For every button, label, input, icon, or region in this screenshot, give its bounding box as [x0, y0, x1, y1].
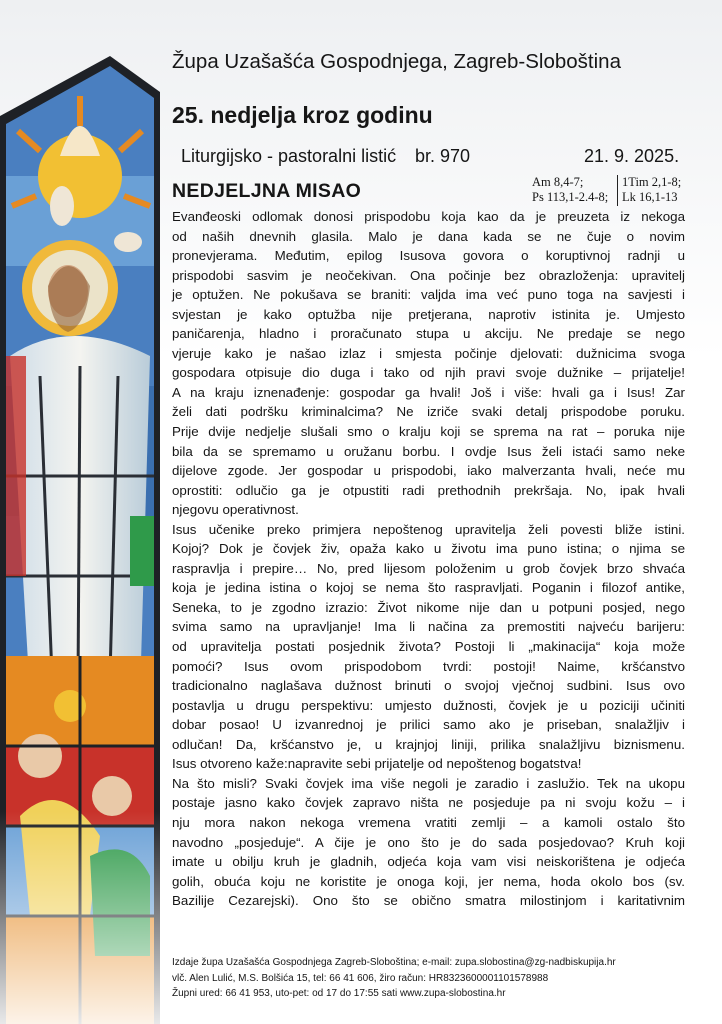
- article-line: Prije dvije nedjelje slušali smo o kralju koji se sprema na rat – poruka nije: [172, 424, 685, 440]
- article-line: Kojoj? Dok je čovjek živ, opaža kako u životu ima puno istina; o njima se: [172, 541, 685, 557]
- article-line: Evanđeoski odlomak donosi prispodobu koja kao da je preuzeta iz nekoga: [172, 209, 685, 224]
- article-line: želi dati podršku kriminalcima? Ne izriče svaki detalj prispodobe poruku.: [172, 404, 685, 420]
- reading-second: 1Tim 2,1-8;: [622, 175, 682, 189]
- footer-contact: vlč. Alen Lulić, M.S. Bolšića 15, tel: 66 41 606, žiro račun: HR8323600001101578988: [172, 972, 549, 984]
- parish-name: Župa Uzašašća Gospodnjega, Zagreb-Sloboština: [172, 50, 621, 73]
- reading-gospel: Lk 16,1-13: [622, 190, 678, 204]
- article-line: gospodara otpisuje dio duga i tako od njih pravi svoje dužnike – prijatelje!: [172, 365, 685, 381]
- article-line: Bazilije Cezarejski). Ono što se obično smatra milostinjom i karitativnim: [172, 893, 685, 909]
- article-line: svjestan je kako optužba nije pretjerana, naprotiv istinita je. Umjesto: [172, 306, 685, 322]
- article-line: nju mora nakon nekoga vremena vratiti zemlji – a kamoli ostalo što: [172, 814, 685, 830]
- article-line: imate u obilju kruh je gladnih, odjeća koja vam visi neiskorištena je odjeća: [172, 854, 685, 870]
- article-line: prispodobi sasvim je neočekivan. Ona počinje bez obrazloženja: upravitelj: [172, 267, 685, 283]
- readings-divider: [617, 175, 618, 206]
- article-line: koja je jedina istina o kojoj se nema što raspravljati. Poganin i filozof antike,: [172, 580, 685, 596]
- article-line: A na kraju iznenađenje: gospodar ga hvali! Još i više: hvali ga i Isus! Zar: [172, 384, 685, 400]
- article-line: bila da se spremamo u oružanu borbu. I ovdje Isus želi istaći samo neke: [172, 443, 685, 459]
- reading-psalm: Ps 113,1-2.4-8;: [532, 190, 609, 204]
- footer-imprint: [172, 955, 616, 1002]
- article-line: tradicionalno naglašava dužnost brinuti o svojoj vječnoj sudbini. Isus ovo: [172, 678, 685, 694]
- article-line: Na što misli? Svaki čovjek ima više negoli je zaradio i zaslužio. Tek na ukopu: [172, 775, 685, 791]
- footer-office-hours: Župni ured: 66 41 953, uto-pet: od 17 do 17:55 sati www.zupa-slobostina.hr: [172, 988, 506, 999]
- article-line: Seneka, to je zgodno izrazio: Život nikome nije dan u potpuni posjed, nego: [172, 599, 685, 615]
- article-line: Isus otvoreno kaže:napravite sebi prijatelje od nepoštenog bogatstva!: [172, 756, 582, 772]
- article-line: njegovu operativnost.: [172, 502, 299, 518]
- article-line: oprostiti: odlučio ga je otpustiti radi prethodnih prekršaja. No, ipak hvali: [172, 482, 685, 498]
- article-line: pronevjerama. Međutim, epilog Isusova govora o koruptivnoj radnji u: [172, 248, 685, 264]
- article-line: paničarenja, hladno i proračunato stupa u akciju. Ne predaje se nego: [172, 326, 685, 342]
- article-line: od naših dnevnih glasila. Malo je dana kada se ne čuje o novim: [172, 228, 685, 244]
- article-line: golih, obuća koju ne koristite je onoga koji, jer nema, hoda okolo bos (sv.: [172, 873, 685, 889]
- issue-date: 21. 9. 2025.: [584, 146, 680, 166]
- stained-glass-window-image: [0, 56, 160, 1024]
- leaflet-type: Liturgijsko - pastoralni listić: [181, 146, 397, 166]
- sunday-title: 25. nedjelja kroz godinu: [172, 102, 433, 128]
- article-line: dijelove zgode. Jer gospodar u prispodobi, iako malverzanta hvali, neće mu: [172, 463, 685, 479]
- article-line: od upravitelja postati posjednik života? Postoji li „makinacija“ koja može: [172, 639, 685, 655]
- article-line: Isus učenike preko primjera nepoštenog upravitelja želi povesti bliže istini.: [172, 521, 685, 537]
- article-body: [172, 207, 685, 911]
- article-line: vjeruje kako je našao izlaz i smjesta počinje djelovati: dužnicima svoga: [172, 345, 685, 361]
- article-line: navodno „posjeduje“. A čije je ono što je do sada posjedovao? Kruh koji: [172, 834, 685, 850]
- article-line: postavlja u drugu perspektivu: umjesto dužnosti, čovjek je u poziciji učiniti: [172, 697, 685, 713]
- article-line: svima samo na upravljanje! Ima li načina za premostiti najveću barijeru:: [172, 619, 685, 635]
- article-line: dobar posao! U izvanrednoj je prilici samo ako je priseban, snalažljiv i: [172, 717, 685, 733]
- article-heading: NEDJELJNA MISAO: [172, 180, 362, 202]
- article-line: pomoći? Isus ovom prispodobom tvrdi: postoji! Naime, kršćanstvo: [172, 658, 685, 674]
- article-line: postaje jasno kako čovjek zapravo ništa ne posjeduje pa ni svoju kožu – i: [172, 795, 685, 811]
- reading-first: Am 8,4-7;: [532, 175, 584, 189]
- article-line: odlučan! Da, kršćanstvo je, u krajnjoj liniji, prilika snalažljivu biznismenu.: [172, 736, 685, 752]
- article-line: je optužen. Ne pokušava se braniti: valjda ima već puno toga na savjesti i: [172, 287, 685, 303]
- article-line: raspravlja i prepire… No, pred lijesom položenim u grob čovjek brzo shvaća: [172, 560, 685, 576]
- footer-publisher: Izdaje župa Uzašašća Gospodnjega Zagreb-Sloboština; e-mail: zupa.slobostina@zg-nadbiskupija.hr: [172, 957, 616, 968]
- issue-number: br. 970: [415, 146, 471, 166]
